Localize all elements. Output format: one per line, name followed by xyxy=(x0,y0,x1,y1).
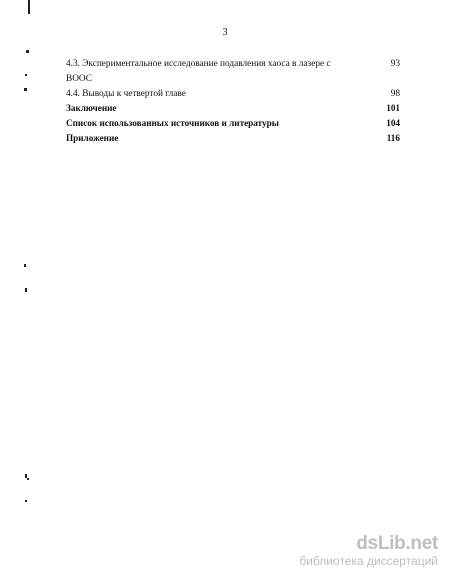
scan-artifact-top xyxy=(28,0,30,14)
scan-mark xyxy=(25,74,27,76)
table-of-contents xyxy=(66,57,400,146)
toc-entry-appendix xyxy=(66,131,400,146)
toc-entry-title: Список использованных источников и литературы xyxy=(66,118,279,129)
toc-entry-title: 4.4. Выводы к четвертой главе xyxy=(66,88,186,99)
watermark-logo: dsLib.net xyxy=(356,533,438,554)
toc-entry-4-3 xyxy=(66,57,400,72)
toc-entry-page: 93 xyxy=(390,59,400,69)
toc-entry-4-4 xyxy=(66,87,400,102)
toc-entry-page: 98 xyxy=(390,88,400,99)
scan-mark xyxy=(26,50,29,53)
toc-entry-4-3-continuation xyxy=(66,72,400,87)
page-number: 3 xyxy=(222,27,228,38)
toc-entry-title: 4.3. Экспериментальное исследование подавления хаоса в лазере с xyxy=(66,59,331,69)
scan-mark xyxy=(25,500,27,502)
scan-mark xyxy=(25,288,27,292)
scan-mark xyxy=(27,478,29,480)
toc-entry-title: Заключение xyxy=(66,103,117,114)
toc-entry-conclusion xyxy=(66,101,400,116)
watermark-subtitle: библиотека диссертаций xyxy=(299,554,438,568)
toc-entry-page: 116 xyxy=(386,132,400,143)
toc-entry-title: Приложение xyxy=(66,132,119,143)
watermark xyxy=(299,534,438,569)
toc-entry-page: 104 xyxy=(386,118,400,129)
toc-entry-title: ВООС xyxy=(66,73,92,84)
scan-mark xyxy=(24,88,27,91)
scan-mark xyxy=(24,264,26,267)
toc-entry-page: 101 xyxy=(386,103,400,114)
toc-entry-references xyxy=(66,116,400,131)
